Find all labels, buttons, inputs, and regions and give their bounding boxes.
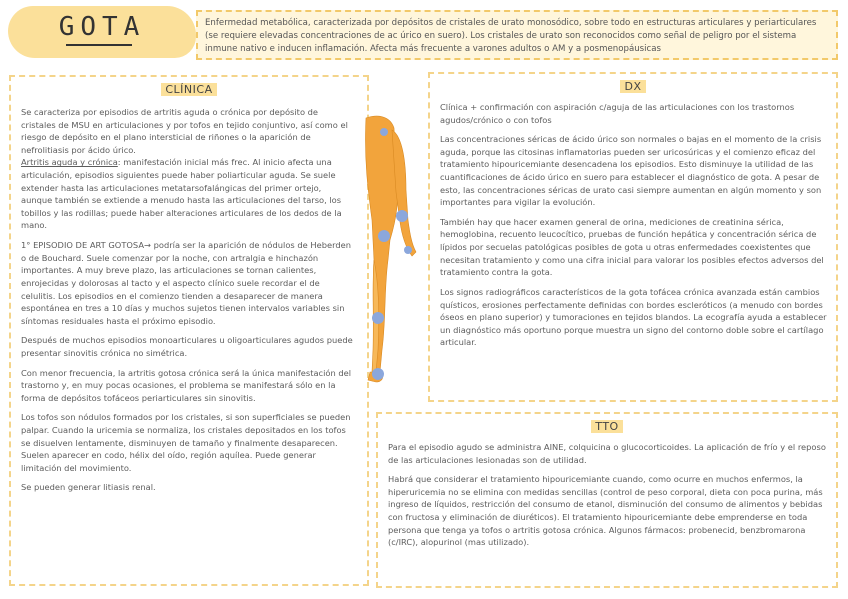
tto-p2: Habrá que considerar el tratamiento hipouricemiante cuando, como ocurre en muchos enfermos, la hiperuricemia no se elimina con medidas sencillas (control de peso corporal, dieta con poca purina, más ingreso de líquidos, restricción del consumo de etanol, disminución del consumo de alimentos y bebidas con fructosa y eliminación de diuréticos). El tratamiento hipouricemiante debe emprenderse en toda persona que tenga ya tofos o artritis gotosa crónica. Algunos fármacos: probenecid, benzbromarona (c/IRC), alopurinol (mas utilizado). [388, 474, 823, 548]
tto-p1: Para el episodio agudo se administra AINE, colquicina o glucocorticoides. La aplicación de frío y el reposo de las articulaciones lesionadas son de utilidad. [388, 442, 826, 465]
dx-heading [430, 80, 836, 93]
clinica-p6: Los tofos son nódulos formados por los cristales, si son superficiales se pueden palpar. Cuando la uricemia se normaliza, los cristales depositados en los tofos se disuelven lentamente, disminuyen de tamaño y finalmente desaparecen. Suelen aparecer en codo, hélix del oído, región aquílea. Puede generar limitación del movimiento. [21, 412, 351, 473]
intro-text: Enfermedad metabólica, caracterizada por depósitos de cristales de urato monosódico, sobre todo en estructuras articulares y periarticulares (se requiere elevadas concentraciones de ac úrico en suero). Los cristales de urato son reconocidos como señal de peligro por el sistema inmune nativo e inducen inflamación. Afecta más frecuente a varones adultos o AM y a posmenopáusicas [205, 18, 817, 54]
dx-p3: También hay que hacer examen general de orina, mediciones de creatinina sérica, hemoglobina, recuento leucocítico, pruebas de función hepática y concentración sérica de lípidos por secuelas patológicas posibles de gota u otras enfermedades coexistentes que necesitan tratamiento y como una cifra inicial para valorar los posibles efectos adversos del tratamiento contra la gota. [440, 216, 824, 278]
tto-section [376, 412, 838, 588]
tto-heading-label: TTO [591, 420, 622, 433]
dx-p4: Los signos radiográficos característicos de la gota tofácea crónica avanzada están cambios quísticos, erosiones perfectamente definidas con bordes escleróticos (a menudo con bordes óseos en plano superior) y tumoraciones en tejidos blandos. La ecografía ayuda a establecer un diagnóstico más oportuno porque muestra un signo del contorno doble sobre el cartílago articular. [440, 286, 827, 348]
joint-knee-icon [372, 312, 384, 324]
clinica-p2 [21, 156, 353, 232]
joint-shoulder-icon [380, 128, 388, 136]
clinica-heading [11, 83, 367, 96]
clinica-p1: Se caracteriza por episodios de artritis aguda o crónica por depósito de cristales de MSU en articulaciones y por tofos en tejido conjuntivo, así como el riesgo de depósito en el plano intersticial de riñones o la aparición de nefrolitiasis por ácido úrico. [21, 107, 348, 155]
joint-elbow-icon [396, 210, 408, 222]
joint-ankle-icon [372, 368, 384, 380]
intro-box [196, 10, 838, 60]
clinica-p4: Después de muchos episodios monoarticulares u oligoarticulares agudos puede presentar sinovitis crónica no simétrica. [21, 335, 353, 358]
clinica-body [11, 96, 363, 494]
page-title: GOTA [58, 12, 146, 42]
clinica-p2-label: Artritis aguda y crónica [21, 157, 118, 168]
dx-heading-label: DX [620, 80, 645, 93]
tto-body [378, 433, 836, 549]
dx-section [428, 72, 838, 402]
joint-hip-icon [378, 230, 390, 242]
dx-p2: Las concentraciones séricas de ácido úrico son normales o bajas en el momento de la crisis aguda, porque las citosinas inflamatorias pueden ser uricosúricas y el comienzo eficaz del tratamiento hipouricemiante desencadena los episodios. Esto disminuye la utilidad de las cuantificaciones de ácido úrico en suero para establecer el diagnóstico de gota. A pesar de esto, las concentraciones séricas de urato casi siempre aumentan en algún momento y son importantes para vigilar la evolución. [440, 134, 822, 208]
clinica-heading-label: CLÍNICA [161, 83, 216, 96]
clinica-p3: 1° EPISODIO DE ART GOTOSA→ podría ser la aparición de nódulos de Heberden o de Bouchard. Suele comenzar por la noche, con artralgia e hinchazón importantes. A muy breve plazo, las articulaciones se tornan calientes, enrojecidas y dolorosas al tacto y el aspecto clínico suele recordar el de celulitis. Los episodios en el comienzo tienden a desaparecer de manera espontánea en tres a 10 días y muchos sujetos tienen intervalos variables sin síntomas residuales hasta el próximo episodio. [21, 240, 351, 326]
clinica-p2-text: : manifestación inicial más frec. Al inicio afecta una articulación, episodios siguientes puede haber poliarticular aguda. Se suele extender hasta las articulaciones metatarsofalángicas del primer ortejo, aunque también se extiende a menudo hasta las articulaciones del tarso, los tobillos y las rodillas; puede haber alteraciones articulares de los dedos de la mano. [21, 157, 342, 231]
clinica-p7: Se pueden generar litiasis renal. [21, 482, 156, 493]
title-underline [66, 44, 132, 46]
tto-heading [378, 420, 836, 433]
human-body-joints-icon [360, 110, 430, 390]
joint-wrist-icon [404, 246, 412, 254]
clinica-p5: Con menor frecuencia, la artritis gotosa crónica será la única manifestación del trastorno y, en muy pocas ocasiones, el problema se manifestará sólo en la forma de depósitos tofáceos periarticulares sin sinovitis. [21, 367, 352, 403]
clinica-section [9, 75, 369, 586]
dx-body [430, 93, 836, 349]
dx-p1: Clínica + confirmación con aspiración c/aguja de las articulaciones con los trastornos agudos/crónico o con tofos [440, 102, 795, 125]
